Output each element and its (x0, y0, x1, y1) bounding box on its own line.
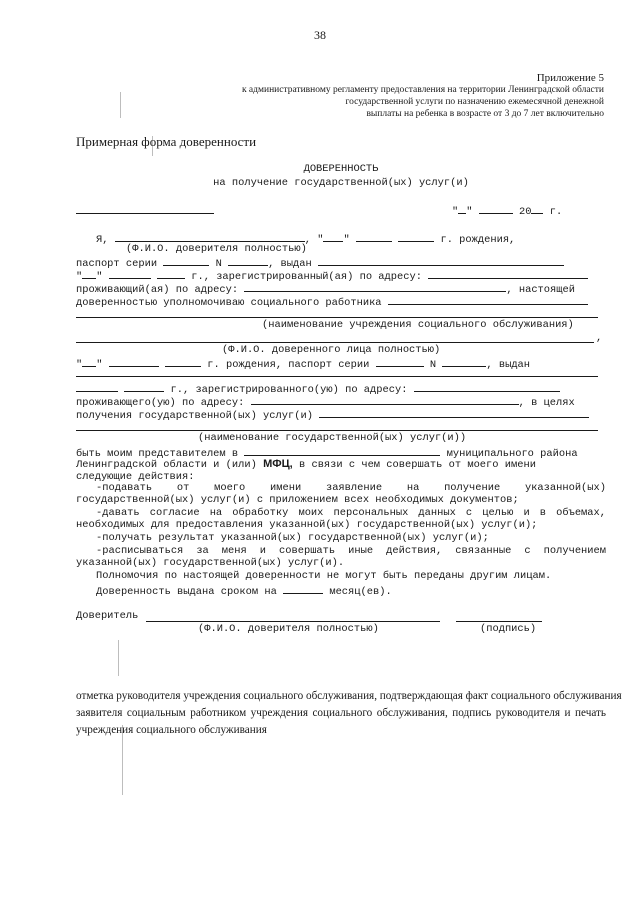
appendix-line: к административному регламенту предоставления на территории Ленинградской области (241, 85, 604, 95)
appendix-line: государственной услуги по назначению ежемесячной денежной (345, 97, 604, 107)
footer-line: учреждения социального обслуживания (76, 724, 267, 736)
sample-form-title: Примерная форма доверенности (76, 134, 257, 149)
fill-line (76, 430, 598, 431)
representative-line: быть моим представителем в муниципального района (76, 445, 578, 461)
caption-fio-principal: (Ф.И.О. доверителя полностью) (126, 243, 307, 255)
footer-line: заявителя социальным работником учреждения социального обслуживания, подпись руководителя и печать (76, 707, 606, 719)
mfc-label: МФЦ, (263, 458, 293, 470)
caption-service: (наименование государственной(ых) услуг(и)) (198, 432, 467, 444)
ya-label: Я, (96, 234, 109, 246)
agent-registered-line: г., зарегистрированного(ую) по адресу: (76, 381, 560, 397)
living-line: проживающий(ая) по адресу: , настоящей (76, 281, 575, 297)
doc-subtitle: на получение государственной(ых) услуг(и) (213, 177, 469, 189)
action-3: -получать результат указанной(ых) государственной(ых) услуг(и); (96, 532, 489, 544)
appendix-header (242, 72, 604, 120)
date-quote: " (452, 206, 459, 218)
actions-intro: следующие действия: (76, 471, 195, 483)
authorize-line: доверенностью уполномочиваю социального работника (76, 294, 588, 310)
birth-label: г. рождения, (440, 234, 516, 246)
comma: , (596, 332, 603, 344)
caption-fio-sign: (Ф.И.О. доверителя полностью) (198, 623, 379, 635)
caption-fio-agent: (Ф.И.О. доверенного лица полностью) (222, 344, 441, 356)
action-1b: государственной(ых) услуг(и) с приложением всех необходимых документов; (76, 494, 519, 506)
footer-line: отметка руководителя учреждения социального обслуживания, подтверждающая факт социального обслуживания (76, 690, 622, 702)
date-suffix: г. (549, 206, 563, 218)
action-4a: -расписываться за меня и совершать иные действия, связанные с получением (96, 545, 606, 557)
action-2a: -давать согласие на обработку моих персональных данных с целью и в объемах, (96, 507, 606, 519)
action-2b: необходимых для предоставления указанной(ых) государственной(ых) услуг(и); (76, 519, 538, 531)
place-line (76, 213, 214, 214)
action-4b: указанной(ых) государственной(ых) услуг(и). (76, 557, 345, 569)
appendix-title: Приложение 5 (536, 72, 604, 84)
footer-note (76, 688, 622, 739)
fio-sign-line (146, 621, 440, 622)
caption-institution: (наименование учреждения социального обслуживания) (262, 319, 574, 331)
fill-line (76, 342, 594, 343)
passport-line: паспорт серии N , выдан (76, 255, 564, 271)
scan-artifact (120, 92, 121, 118)
signature-line (456, 621, 542, 622)
registered-line: " " г., зарегистрированный(ая) по адресу: (76, 268, 588, 284)
term-line: Доверенность выдана сроком на месяц(ев). (96, 583, 392, 599)
date-quote: " (466, 206, 473, 218)
agent-living-line: проживающего(ую) по адресу: , в целях (76, 394, 575, 410)
fill-line (76, 317, 598, 318)
page-number: 38 (314, 28, 326, 42)
region-line: Ленинградской области и (или) МФЦ, в связи с чем совершать от моего имени (76, 458, 536, 471)
doc-title: ДОВЕРЕННОСТЬ (303, 163, 379, 175)
scan-artifact (118, 640, 119, 676)
agent-birth-line: " " г. рождения, паспорт серии N , выдан (76, 356, 530, 372)
action-1a: -подавать от моего имени заявление на получение указанной(ых) (96, 482, 606, 494)
powers-line: Полномочия по настоящей доверенности не могут быть переданы другим лицам. (96, 570, 552, 582)
principal-sign-label: Доверитель (76, 610, 139, 622)
fill-line (76, 376, 598, 377)
receive-line: получения государственной(ых) услуг(и) (76, 407, 589, 423)
principal-line: Я, , " " г. рождения, (96, 231, 515, 247)
date-line (452, 203, 562, 219)
caption-signature: (подпись) (480, 623, 537, 635)
date-year: 20 (519, 206, 532, 218)
appendix-line: выплаты на ребенка в возрасте от 3 до 7 лет включительно (366, 109, 604, 119)
